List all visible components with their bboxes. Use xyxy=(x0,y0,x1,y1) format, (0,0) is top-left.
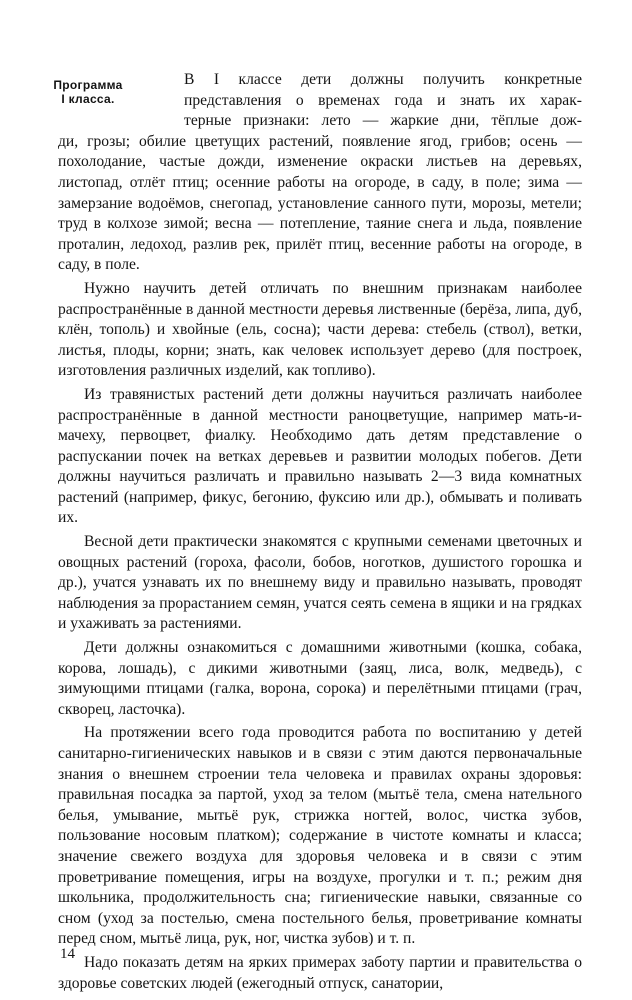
paragraph-1-lead-line-1: В I классе дети должны получить конкретные xyxy=(184,71,582,88)
paragraph-6: На протяжении всего года проводится работа по воспитанию у детей санитарно-гигиенических навыков и в связи с этим даются первоначальные знания о внешнем строении тела человека и правилах охраны здоровья: правильная посадка за партой, уход за телом (мытьё тела, смена нательного белья, умывание, мытьё рук, стрижка ногтей, волос, чистка зубов, пользование носовым платком); содержание в чистоте комнаты и класса; значение свежего воздуха для здоровья человека и в связи с этим проветривание помещения, игры на воздухе, прогулки и т. п.; режим дня школьника, продолжительность сна; гигиенические навыки, связанные со сном (уход за постелью, смена постельного белья, проветривание комнаты перед сном, мытьё лица, рук, ног, чистка зубов) и т. п. xyxy=(58,724,582,948)
side-note-line-1: Программа xyxy=(53,78,123,92)
page-number: 14 xyxy=(60,946,75,962)
side-note-line-2: I класса. xyxy=(61,92,115,106)
page-body xyxy=(53,70,582,994)
paragraph-1-lead-line-2: представления о временах года и знать их харак- xyxy=(184,91,582,109)
paragraph-7: Надо показать детям на ярких примерах заботу партии и правительства о здоровье советских людей (ежегодный отпуск, санатории, xyxy=(58,953,582,992)
paragraph-1-lead-line-3: терные признаки: лето — жаркие дни, тёплые дож- xyxy=(184,112,582,130)
paragraph-2: Нужно научить детей отличать по внешним признакам наиболее распространённые в данной местности деревья лиственные (берёза, липа, дуб, клён, тополь) и хвойные (ель, сосна); части дерева: стебель (ствол), ветки, листья, плоды, корни; знать, как человек использует дерево (для построек, изготовления различных изделий, как топливо). xyxy=(58,279,582,380)
side-note-program xyxy=(38,78,138,106)
paragraph-3: Из травянистых растений дети должны научиться различать наиболее распространённые в данной местности раноцветущие, например мать-и-мачеху, первоцвет, фиалку. Необходимо дать детям представление о распускании почек на ветках деревьев и развитии молодых побегов. Дети должны научиться различать и правильно называть 2—3 вида комнатных растений (например, фикус, бегонию, фуксию или др.), обмывать и поливать их. xyxy=(58,385,582,527)
paragraph-4: Весной дети практически знакомятся с крупными семенами цветочных и овощных растений (гороха, фасоли, бобов, ноготков, душистого горошка и др.), учатся узнавать их по внешнему виду и правильно называть, проводят наблюдения за прорастанием семян, учатся сеять семена в ящики и на грядках и ухаживать за растениями. xyxy=(58,533,582,633)
paragraph-1-rest: ди, грозы; обилие цветущих растений, появление ягод, грибов; осень — похолодание, частые дожди, изменение окраски листьев на деревьях, листопад, отлёт птиц; осенние работы на огороде, в саду, в поле; зима — замерзание водоёмов, снегопад, установление санного пути, морозы, метели; труд в колхозе зимой; весна — потепление, таяние снега и льда, появление проталин, ледоход, разлив рек, прилёт птиц, весенние работы на огороде, в саду, в поле. xyxy=(58,132,582,274)
paragraph-5: Дети должны ознакомиться с домашними животными (кошка, собака, корова, лошадь), с дикими животными (заяц, лиса, волк, медведь), с зимующими птицами (галка, ворона, сорока) и перелётными птицами (грач, скворец, ласточка). xyxy=(58,639,582,718)
